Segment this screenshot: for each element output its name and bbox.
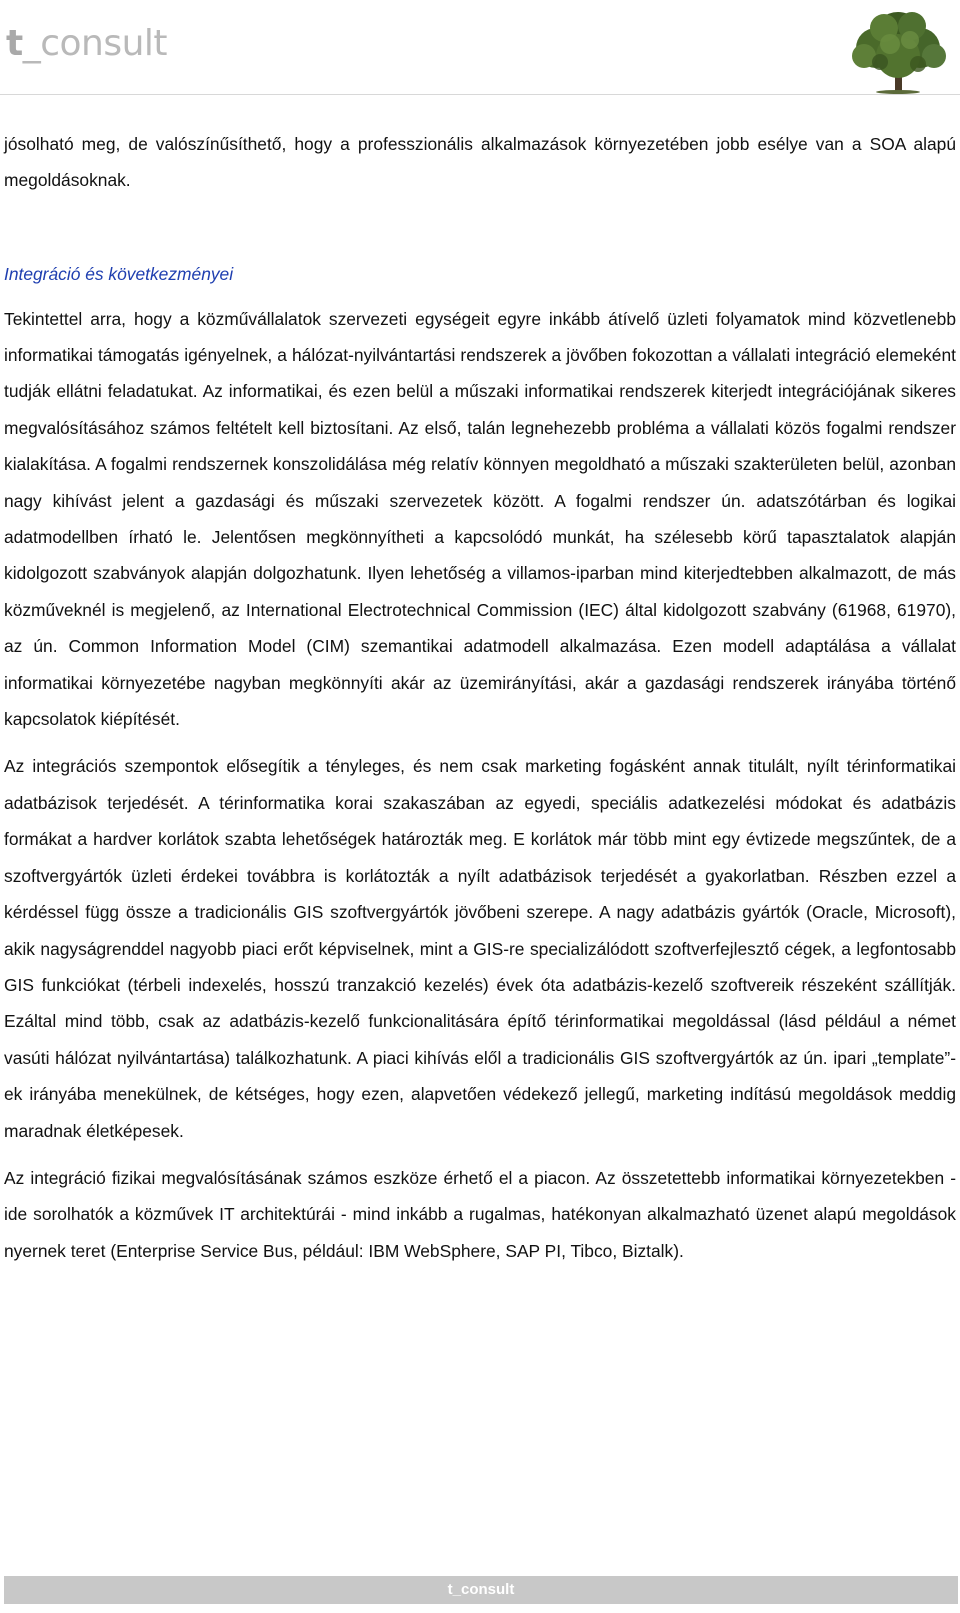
tree-logo-icon	[840, 4, 958, 94]
paragraph-open-databases: Az integrációs szempontok elősegítik a tényleges, és nem csak marketing fogásként annak titulált, nyílt térinformatikai adatbázisok terjedését. A térinformatika korai szakaszában az egyedi, speciális adatkezelési módokat és adatbázis formákat a hardver korlátok szabta lehetőségek határozták meg. E korlátok már több mint egy évtizede megszűntek, de a szoftvergyártók üzleti érdekei továbbra is korlátozták a nyílt adatbázisok terjedését a gyakorlatban. Részben ezzel a kérdéssel függ össze a tradicionális GIS szoftvergyártók jövőbeni szerepe. A nagy adatbázis gyártók (Oracle, Microsoft), akik nagyságrenddel nagyobb piaci erőt képviselnek, mint a GIS-re specializálódott szoftverfejlesztő cégek, a legfontosabb GIS funkciókat (térbeli indexelés, hosszú tranzakció kezelés) évek óta adatbázis-kezelő szoftvereik részeként szállítják. Ezáltal mind több, csak az adatbázis-kezelő funkcionalitására építő térinformatikai megoldással (lásd például a német vasúti hálózat nyilvántartása) találkozhatunk. A piaci kihívás elől a tradicionális GIS szoftvergyártók az ún. ipari „template”-ek irányába menekülnek, de kétséges, hogy ezen, alapvetően védekező jellegű, marketing indítású megoldások meddig maradnak életképesek.	[4, 756, 956, 1141]
intro-paragraph: jósolható meg, de valószínűsíthető, hogy a professzionális alkalmazások környezetében jobb esélye van a SOA alapú megoldásoknak.	[4, 134, 956, 191]
spacer	[4, 210, 956, 246]
paragraph-integration: Tekintettel arra, hogy a közművállalatok szervezeti egységeit egyre inkább átívelő üzleti folyamatok mind közvetlenebb informatikai támogatás igényelnek, a hálózat-nyilvántartási rendszerek a jövőben fokozottan a vállalati integráció elemeként tudják ellátni feladatukat. Az informatikai, és ezen belül a műszaki informatikai rendszerek kiterjedt integrációjának sikeres megvalósításához számos feltételt kell biztosítani. Az első, talán legnehezebb probléma a vállalati közös fogalmi rendszer kialakítása. A fogalmi rendszernek konszolidálása még relatív könnyen megoldható a műszaki szakterületen belül, azonban nagy kihívást jelent a gazdasági és műszaki szervezetek között. A fogalmi rendszer ún. adatszótárban és logikai adatmodellben írható le. Jelentősen megkönnyítheti a kapcsolódó munkát, ha szélesebb körű tapasztalatok alapján kidolgozott szabványok alapján dolgozhatunk. Ilyen lehetőség a villamos-iparban mind kiterjedtebben alkalmazott, de más közműveknél is megjelenő, az International Electrotechnical Commission (IEC) által kidolgozott szabvány (61968, 61970), az ún. Common Information Model (CIM) szemantikai adatmodell alkalmazása. Ezen modell adaptálása a vállalat informatikai környezetébe nagyban megkönnyíti akár az üzemirányítási, akár a gazdasági rendszerek irányába történő kapcsolatok kiépítését.	[4, 308, 956, 730]
page-footer: t_consult	[4, 1576, 958, 1604]
header-divider	[0, 94, 960, 95]
document-body	[4, 126, 956, 1280]
paragraph-physical-integration: Az integráció fizikai megvalósításának számos eszköze érhető el a piacon. Az összetettebb informatikai környezetekben - ide sorolhatók a közművek IT architektúrái - mind inkább a rugalmas, hatékonyan alkalmazható üzenet alapú megoldások nyernek teret (Enterprise Service Bus, például: IBM WebSphere, SAP PI, Tibco, Biztalk).	[4, 1167, 956, 1261]
section-heading: Integráció és következményei	[4, 264, 234, 285]
brand-logo: t_consult	[6, 23, 168, 64]
page-header	[0, 0, 960, 96]
